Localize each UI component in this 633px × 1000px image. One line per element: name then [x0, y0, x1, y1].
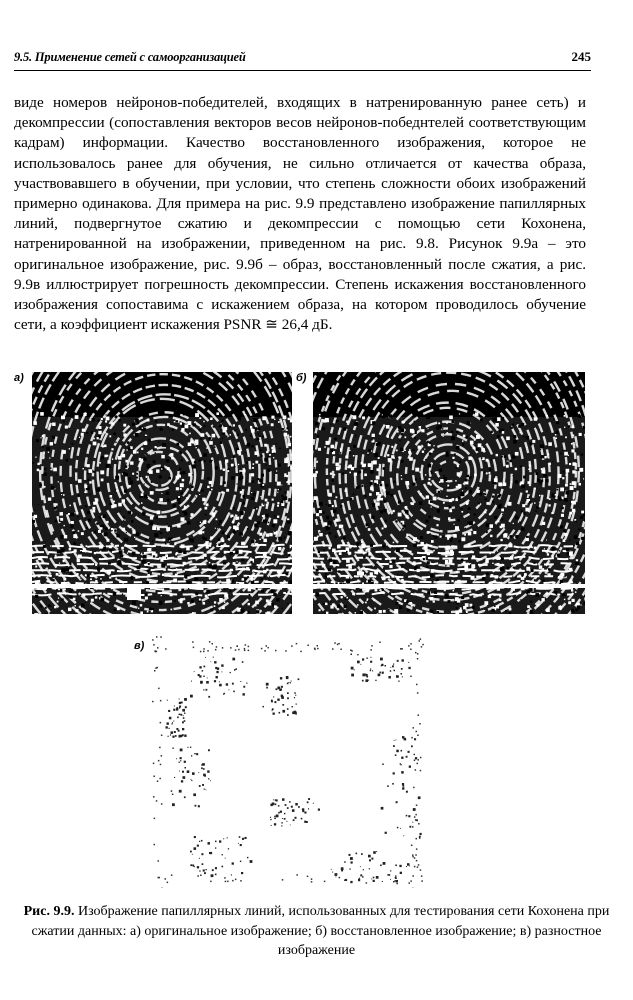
- fingerprint-reconstructed-image: [313, 372, 585, 614]
- figure-caption-label: Рис. 9.9.: [23, 904, 75, 919]
- fingerprint-original-image: [32, 372, 292, 614]
- running-head-title: 9.5. Применение сетей с самоорганизацией: [14, 50, 246, 64]
- figure-caption: [14, 902, 619, 961]
- body-paragraph: виде номеров нейронов-победителей, входящих в натренированную ранее сеть) и декомпрессии (сопоставления векторов весов нейронов-победнтелей соответствующим кадрам) информации. Качество восстановленного изображения, которое не использовалось ранее для обучения, не сильно отличается от качества образа, участвовавшего в обучении, при условии, что степень сложности обоих изображений примерно одинакова. Для примера на рис. 9.9 представлено изображение папиллярных линий, подвергнутое сжатию и декомпрессии с помощью сети Кохонена, натренированной на изображении, приведенном на рис. 9.8. Рисунок 9.9а – это оригинальное изображение, рис. 9.9б – образ, восстановленный после сжатия, а рис. 9.9в иллюстрирует погрешность декомпрессии. Степень искажения восстановленного изображения сопоставима с искажением образа, на котором проводилось обучение сети, а коэффициент искажения PSNR ≅ 26,4 дБ.: [14, 94, 586, 334]
- figure-caption-text: Изображение папиллярных линий, использованных для тестирования сети Кохонена при сжатии данных: а) оригинальное изображение; б) восстановленное изображение; в) разностное изображение: [31, 904, 610, 958]
- fingerprint-reconstructed-graphic: [313, 372, 585, 614]
- page-number: 245: [571, 49, 591, 64]
- running-head: [14, 46, 591, 71]
- panel-label-a: а): [14, 372, 24, 384]
- fingerprint-original-graphic: [32, 372, 292, 614]
- panel-label-c: в): [134, 640, 145, 652]
- difference-graphic: [150, 636, 424, 888]
- panel-label-b: б): [296, 372, 307, 384]
- difference-image: [150, 636, 424, 888]
